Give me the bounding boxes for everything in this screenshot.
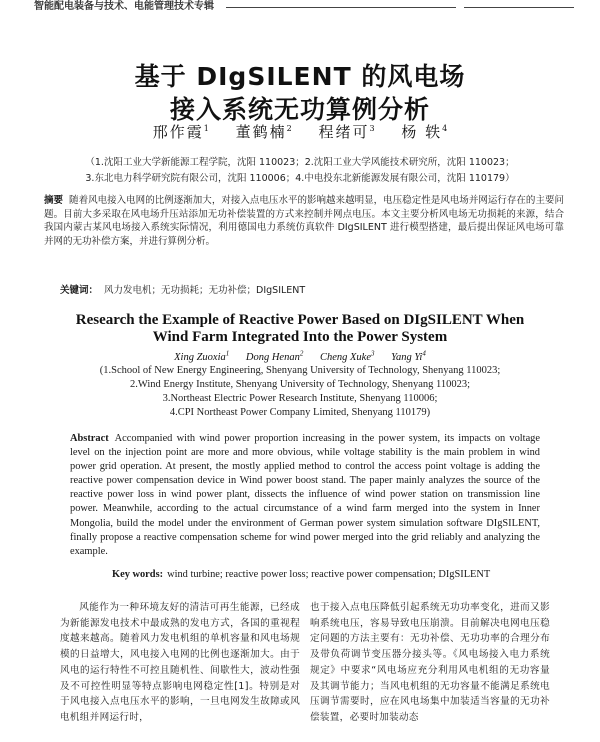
- abstract-zh-text: 随着风电接入电网的比例逐渐加大，对接入点电压水平的影响越来越明显，电压稳定性是风电场并网运行存在的主要问题。目前大多采取在风电场升压站添加无功补偿装置的方式来控制并网点电压。本文主要分析风电场无功损耗的来源，结合我国内蒙古某风电场接入系统实际情况，利用德国电力系统仿真软件 DIgSILENT 进行模型搭建，最后提出保证风电场可靠并网的无功补偿方案，并进行算例分析。: [44, 195, 564, 247]
- abstract-zh: [44, 194, 564, 248]
- affiliation-zh-line2: 3.东北电力科学研究院有限公司，沈阳 110006；4.中电投东北新能源发展有限公司，沈阳 110179）: [85, 173, 515, 184]
- keywords-en-text: wind turbine; reactive power loss; reactive power compensation; DIgSILENT: [167, 569, 491, 580]
- title-zh-line2: 接入系统无功算例分析: [169, 95, 430, 124]
- affiliation-en-line1: (1.School of New Energy Engineering, Shenyang University of Technology, Shenyang 110023;: [99, 365, 501, 376]
- affiliation-en-line3: 3.Northeast Electric Power Research Institute, Shenyang 110006;: [162, 393, 438, 404]
- keywords-zh-label: 关键词：: [60, 285, 99, 296]
- author-en: Xing Zuoxia$^1$: [174, 349, 230, 363]
- abstract-en: [70, 432, 540, 559]
- keywords-en-label: Key words:: [112, 569, 164, 580]
- authors-zh: [0, 121, 600, 142]
- abstract-en-text: Accompanied with wind power proportion increasing in the power system, its impacts on voltage level on the injection point are more and more obvious, while voltage stability is the main problem in wind power grid operation. At present, the mostly applied method to control the access point voltage is adding the reactive power compensation device in Wind power boost stand. The paper mainly analyzes the source of the reactive power loss in wind power plant, dissects the influence of wind power station on transmission line power. Meanwhile, according to the actual circumstance of a wind farm merged into the system in Inner Mongolia, build the model under the environment of German power system simulation software DIgSILENT, finally propose a reactive compensation scheme for wind power merged into the grid reliably and analyzing the example.: [70, 433, 540, 557]
- title-en-line2: Wind Farm Integrated Into the Power System: [152, 329, 448, 345]
- title-en-line1: Research the Example of Reactive Power Based on DIgSILENT When: [75, 312, 525, 328]
- authors-en: [0, 349, 600, 363]
- author-en: Dong Henan$^2$: [245, 349, 304, 363]
- keywords-zh-text: 风力发电机；无功损耗；无功补偿；DIgSILENT: [104, 285, 306, 296]
- author-zh: 杨 轶$^4$: [401, 123, 448, 141]
- title-zh-line1: 基于 DIgSILENT 的风电场: [134, 62, 466, 91]
- abstract-en-label: Abstract: [70, 433, 109, 444]
- keywords-zh: [60, 282, 560, 296]
- author-zh: 邢作霞$^1$: [152, 123, 209, 141]
- header-rule-right: [464, 7, 574, 8]
- abstract-zh-label: 摘要: [44, 195, 64, 206]
- author-en: Cheng Xuke$^3$: [319, 349, 375, 363]
- running-header: [34, 0, 574, 14]
- header-rule-left: [226, 7, 456, 8]
- affiliation-en-line2: 2.Wind Energy Institute, Shenyang University of Technology, Shenyang 110023;: [129, 379, 471, 390]
- running-header-title: 智能配电装备与技术、电能管理技术专辑: [34, 1, 214, 12]
- keywords-en: [112, 569, 552, 580]
- affiliation-en-line4: 4.CPI Northeast Power Company Limited, Shenyang 110179): [169, 407, 431, 418]
- body-column-right: 也于接入点电压降低引起系统无功功率变化，进而又影响系统电压，容易导致电压崩溃。目前解决电网电压稳定问题的方法主要有：无功补偿、无功功率的合理分布及带负荷调节变压器分接头等。《风电场接入电力系统规定》中要求“风电场应充分利用风电机组的无功容量及其调节能力；当风电机组的无功容量不能满足系统电压调节需要时，应在风电场集中加装适当容量的无功补偿装置，必要时加装动态: [310, 602, 550, 723]
- author-zh: 程绪可$^3$: [318, 123, 375, 141]
- affiliation-zh-line1: （1.沈阳工业大学新能源工程学院，沈阳 110023；2.沈阳工业大学风能技术研究所，沈阳 110023；: [85, 157, 515, 168]
- author-en: Yang Yi$^4$: [391, 349, 426, 363]
- body-column-left: 风能作为一种环境友好的清洁可再生能源，已经成为新能源发电技术中最成熟的发电方式，各国的重视程度越来越高。随着风力发电机组的单机容量和风电场规模的日益增大，风电接入电网的比例也逐渐加大。由于风电的运行特性不可控且随机性、间歇性大，波动性强及不可控性明显等特点影响电网稳定性[1]。特别是对于风电接入点电压水平的影响，一旦电网发生故障或风电机组并网运行时，: [60, 602, 300, 723]
- author-zh: 董鹤楠$^2$: [235, 123, 292, 141]
